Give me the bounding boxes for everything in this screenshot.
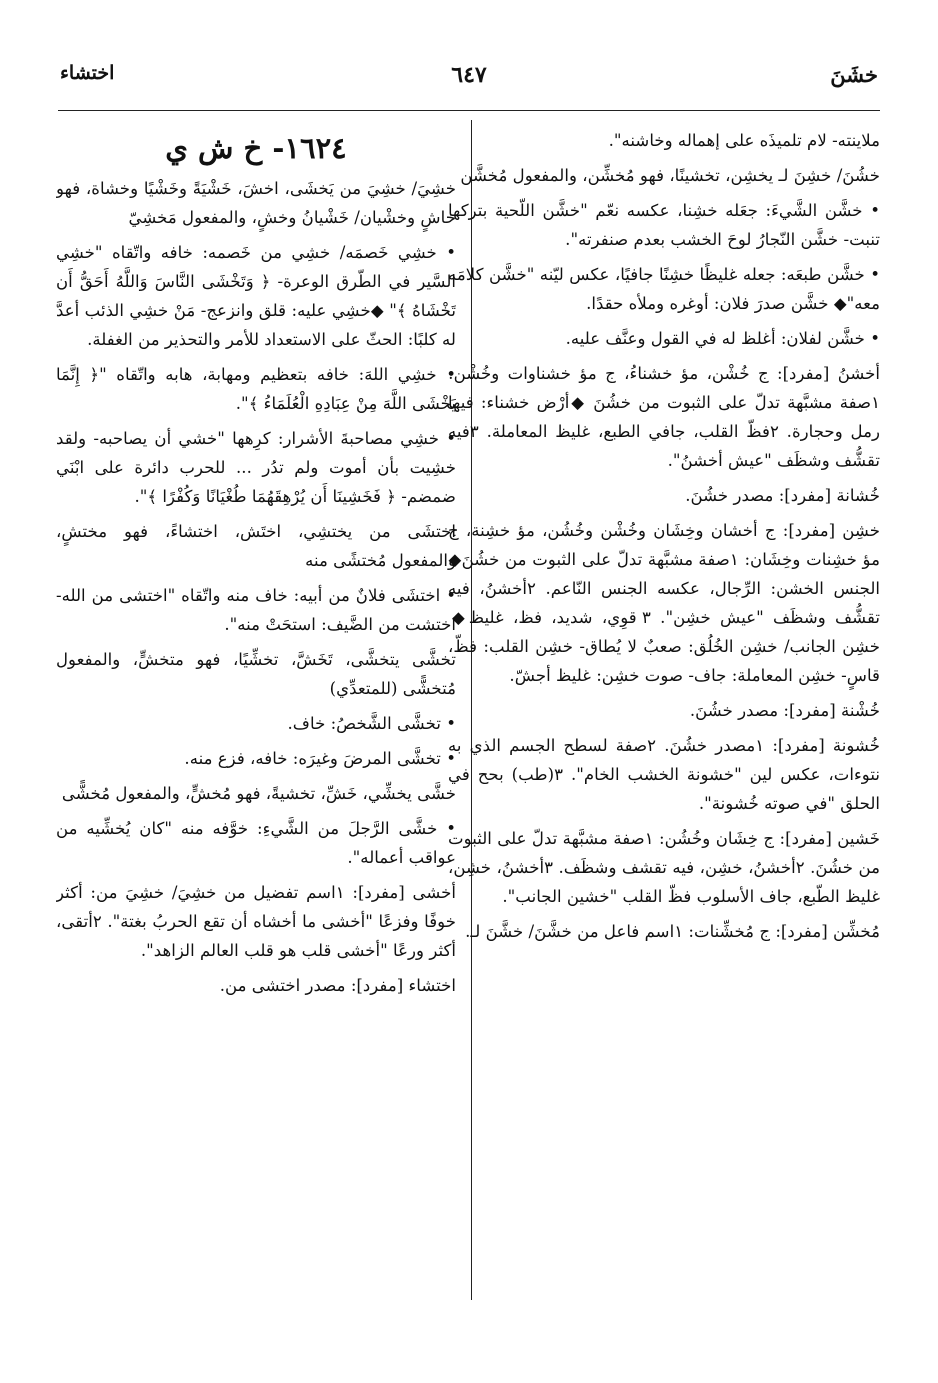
header-rule [58,110,880,111]
entry: أخشنُ [مفرد]: ج خُشْن، مؤ خشناءُ، ج مؤ خشناوات وخُشْن: ١صفة مشبَّهة تدلّ على الثبوت من خشُنَ ◆أرْض خشناء: فيها رمل وحجارة. ٢فظّ القلب، جافي الطبع، غليظ المعاملة. ٣فيه تقشُّف وشظَف "عيش أخشنُ". [448,364,880,470]
entry: • اختشَى فلانٌ من أبيه: خاف منه واتّقاه "اختشى من الله- اختشت من الضَّيف: استحَتْ منه". [56,586,456,634]
entry: • خشَّن طبعَه: جعله غليظًا خشِنًا جافيًا، عكس ليّنه "خشَّن كلامَه معه"◆ خشَّن صدرَ فلان: أوغره وملأه حقدًا. [448,265,880,313]
entry: تخشَّى يتخشَّى، تَخَشَّ، تخشِّيًا، فهو متخشٍّ، والمفعول مُتخشًّى (للمتعدِّي) [56,650,456,698]
entry: اختشَى من يختشِي، اختَش، اختشاءً، فهو مختشٍ، والمفعول مُختشًى منه [56,522,456,570]
entry: مُخشِّن [مفرد]: ج مُخشِّنات: ١اسم فاعل من خشَّنَ/ خشَّنَ لـ. [465,922,880,941]
entry: خشَّى يخشِّي، خَشِّ، تخشيةً، فهو مُخشٍّ، والمفعول مُخشًّى [61,784,456,803]
left-column [56,126,456,1333]
entry: اختشاء [مفرد]: مصدر اختشى من. [219,976,456,995]
page-number: ٦٤٧ [451,62,487,88]
header-guide-word-right: خشَنَ [830,62,878,87]
page-header [60,62,878,102]
root-heading: ١٦٢٤- خ ش ي [165,131,347,165]
entry: خَشين [مفرد]: ج خِشَان وخُشُن: ١صفة مشبَّهة تدلّ على الثبوت من خشُنَ. ٢أخشنُ، خشِن، فيه تقشف وشظَف. ٣أخشنُ، خشِن، غليظ الطّبع، جاف الأسلوب فظّ القلب "خشين الجانب". [448,829,880,906]
entry: أخشى [مفرد]: ١اسم تفضيل من خشِيَ/ خشِيَ من: أكثر خوفًا وفزعًا "أخشى ما أخشاه أن تقع الحربُ بغتة". ٢أتقى، أكثر ورعًا "أخشى قلب هو قلب العالم الزاهد". [56,883,456,960]
entry: • تخشَّى المرضَ وغيرَه: خافه، فزع منه. [184,749,456,768]
right-column [448,126,880,1333]
entry: • خشَّن الشَّيءَ: جعَله خشِنا، عكسه نعّم "خشَّن اللّحية بتركها تنبت- خشَّن النّجارُ لوحَ الخشب بعدم صنفرته". [448,201,880,249]
entry: • خشَّن لفلان: أغلظ له في القول وعنَّف عليه. [565,329,880,348]
entry: • خشِي اللهَ: خافه بتعظيم ومهابة، هابه واتّقاه "﴿ إِنَّمَا يَخْشَى اللَّهَ مِنْ عِبَادِهِ الْعُلَمَاءُ ﴾". [56,365,456,413]
entry: • خشِي خَصمَه/ خشِي من خَصمه: خافه واتّقاه "خشِي السَّير في الطّرق الوعرة- ﴿ وَتَخْشَى النَّاسَ وَاللَّهُ أَحَقُّ أَن تَخْشَاهُ ﴾" ◆خشِي عليه: قلق وانزعج- مَنْ خشِي الذئب أعدَّ له كلبًا: الحثّ على الاستعداد للأمر والتحذير من الغفلة. [56,243,456,349]
entry: • تخشَّى الشَّخصُ: خاف. [287,714,456,733]
entry: خُشونة [مفرد]: ١مصدر خشُنَ. ٢صفة لسطح الجسم الذي به نتوءات، عكس لين "خشونة الخشب الخام". ٣(طب) بحح في الحلق "في صوته خُشونة". [448,736,880,813]
entry: خشِن [مفرد]: ج أخشان وخِشَان وخُشْن وخُشُن، مؤ خشِنة، ج مؤ خشِنات وخِشَان: ١صفة مشبَّهة تدلّ على الثبوت من خشُنَ◆ الجنس الخشن: الرِّجال، عكسه الجنس النّاعم. ٢أخشنُ، فيه تقشُّف وشظَف "عيش خشِن". ٣ قوِي، شديد، فظ، غليظ◆ خشِن الجانب/ خشِن الخُلُق: صعبٌ لا يُطاق- خشِن القلب: فظّ، قاسٍ- خشِن المعاملة: جاف- صوت خشِن: غليظ أجشّ. [448,521,880,685]
entry: خُشْنة [مفرد]: مصدر خشُنَ. [689,701,880,720]
entry: ملاينته- لام تلميذَه على إهماله وخاشنه". [608,131,880,150]
entry: • خشِي مصاحبةَ الأشرار: كرِهها "خشي أن يصاحبه- ولقد خشِيت بأن أموت ولم تدُر ... للحرب دائرة على ابْنَي ضمضم- ﴿ فَخَشِينَا أَن يُرْهِقَهُمَا طُغْيَانًا وَكُفْرًا ﴾". [56,429,456,506]
entry: خشِيَ/ خشِيَ من يَخشَى، اخشَ، خَشْيَةً وخَشْيًا وخشاة، فهو خاشٍ وخشْيان/ خَشْيانُ وخشٍ، والمفعول مَخشِيّ [56,179,456,227]
header-guide-word-left: اختشاء [60,62,115,84]
entry: خُشانة [مفرد]: مصدر خشُنَ. [685,486,880,505]
entry: • خشَّى الرَّجلَ من الشَّيءِ: خوَّفه منه "كان يُخشِّيه من عواقب أعماله". [56,819,456,867]
entry: خشُنَ/ خشِنَ لـ يخشِن، تخشينًا، فهو مُخشِّن، والمفعول مُخشَّن [460,166,880,185]
